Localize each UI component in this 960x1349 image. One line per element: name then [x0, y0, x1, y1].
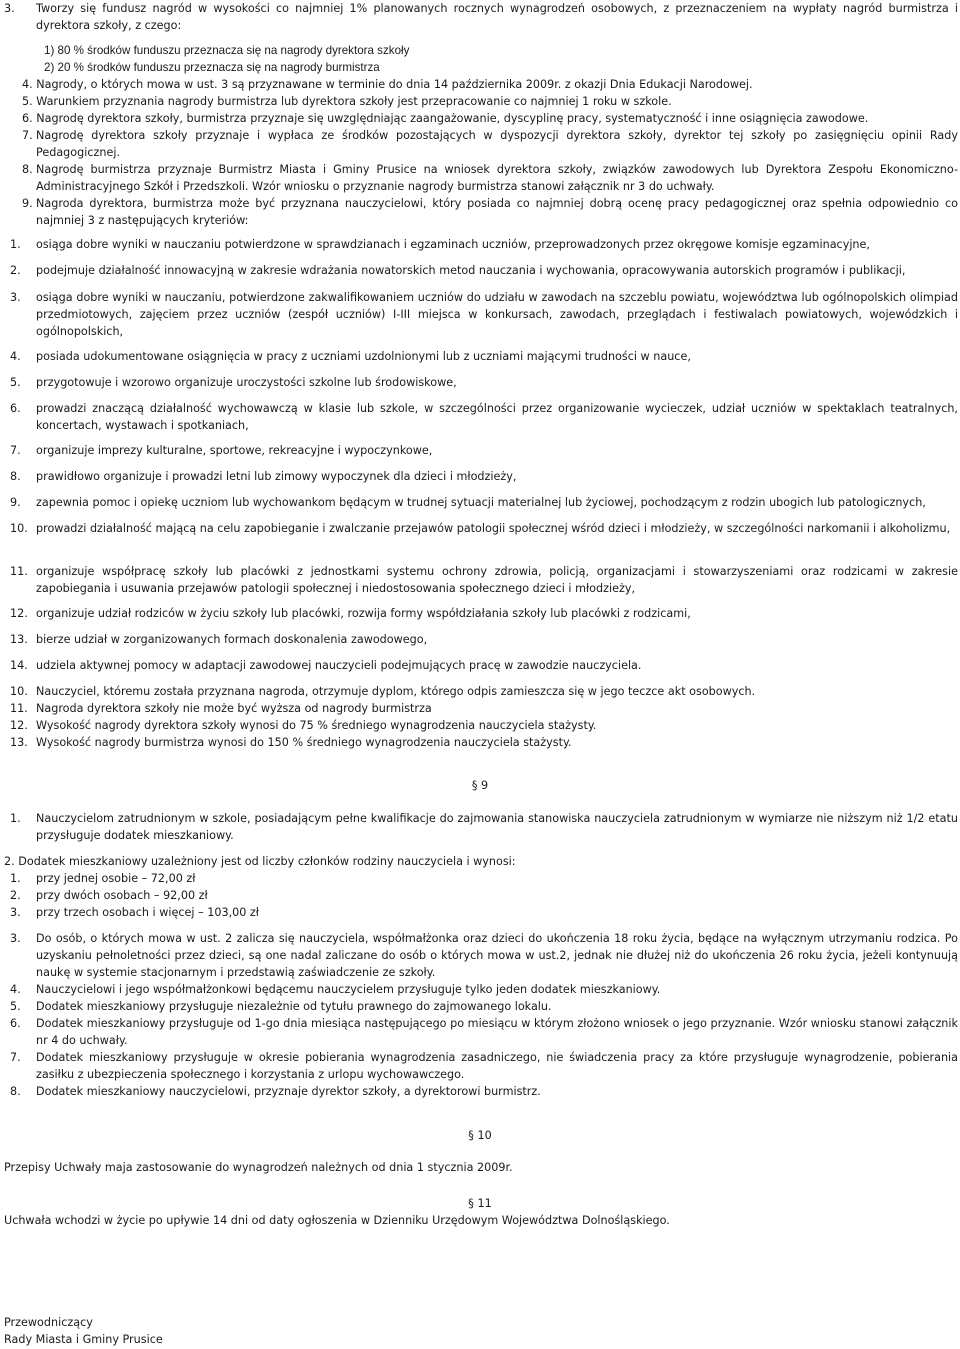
criterion-item	[10, 262, 958, 279]
point-7-number: 7.	[22, 129, 33, 142]
criterion-number: 11.	[10, 565, 28, 578]
award-rule-number: 13.	[10, 736, 28, 749]
housing-rate-number: 1.	[10, 872, 21, 885]
criterion-text: prawidłowo organizuje i prowadzi letni lub zimowy wypoczynek dla dzieci i młodzieży,	[36, 470, 517, 483]
criterion-text: udziela aktywnej pomocy w adaptacji zawodowej nauczycieli podejmujących pracę w zawodzie nauczyciela.	[36, 659, 642, 672]
housing-rate-text: przy trzech osobach i więcej – 103,00 zł	[36, 906, 259, 919]
point-4: 4. Nagrody, o których mowa w ust. 3 są przyznawane w terminie do dnia 14 października 2009r. z okazji Dnia Edukacji Narodowej.	[22, 78, 753, 91]
s9-point-1-text: Nauczycielom zatrudnionym w szkole, posiadającym pełne kwalifikacje do zajmowania stanowiska nauczyciela zatrudnionym w wymiarze nie niższym niż 1/2 etatu przysługuje dodatek mieszkaniowy.	[36, 812, 958, 842]
award-rule-text: Nauczyciel, któremu została przyznana nagroda, otrzymuje dyplom, którego odpis zamieszcza się w jego teczce akt osobowych.	[36, 685, 756, 698]
point-8-text: Nagrodę burmistrza przyznaje Burmistrz Miasta i Gminy Prusice na wniosek dyrektora szkoły, związków zawodowych lub Dyrektora Zespołu Ekonomiczno-Administracyjnego Szkół i Przedszkoli. Wzór wniosku o przyznanie nagrody burmistrza stanowi załącznik nr 3 do uchwały.	[36, 163, 958, 193]
housing-rate-number: 2.	[10, 889, 21, 902]
s9-point-6-number: 6.	[10, 1017, 21, 1030]
s9-point-8-text: Dodatek mieszkaniowy nauczycielowi, przyznaje dyrektor szkoły, a dyrektorowi burmistrz.	[36, 1085, 541, 1098]
housing-rate-number: 3.	[10, 906, 21, 919]
criterion-text: zapewnia pomoc i opiekę uczniom lub wychowankom będącym w trudnej sytuacji materialnej lub życiowej, pochodzącym z rodzin ubogich lub patologicznych,	[36, 496, 926, 509]
criterion-item	[10, 442, 958, 459]
housing-rate-text: przy dwóch osobach – 92,00 zł	[36, 889, 208, 902]
s9-point-8-number: 8.	[10, 1085, 21, 1098]
criterion-item	[10, 563, 958, 597]
s9-point-3	[10, 930, 958, 981]
criterion-number: 7.	[10, 444, 21, 457]
criterion-item	[10, 657, 958, 674]
section-11-heading: § 11	[468, 1197, 492, 1210]
section-9-heading: § 9	[471, 779, 489, 792]
criterion-text: bierze udział w zorganizowanych formach doskonalenia zawodowego,	[36, 633, 428, 646]
point-6: 6. Nagrodę dyrektora szkoły, burmistrza przyznaje się uwzględniając zaangażowanie, dyscyplinę pracy, systematyczność i inne osiągnięcia zawodowe.	[22, 112, 869, 125]
criterion-text: osiąga dobre wyniki w nauczaniu, potwierdzone zakwalifikowaniem uczniów do udziału w zawodach na szczeblu powiatu, województwa lub ogólnopolskich olimpiad przedmiotowych, zajęciem przez uczniów (zespół uczniów) I-III miejsca w konkursach, zawodach, przeglądach i festiwalach powiatowych, wojewódzkich i ogólnopolskich,	[36, 291, 958, 338]
criterion-text: organizuje udział rodziców w życiu szkoły lub placówki, rozwija formy współdziałania szkoły lub placówki z rodzicami,	[36, 607, 691, 620]
criterion-item	[10, 236, 958, 253]
s9-point-1-number: 1.	[10, 812, 21, 825]
criterion-number: 14.	[10, 659, 28, 672]
point-8	[22, 161, 958, 195]
point-9-number: 9.	[22, 197, 33, 210]
s9-point-3-number: 3.	[10, 932, 21, 945]
criterion-number: 2.	[10, 264, 21, 277]
point-8-number: 8.	[22, 163, 33, 176]
award-rule-number: 12.	[10, 719, 28, 732]
signature-council: Rady Miasta i Gminy Prusice	[4, 1333, 163, 1346]
s9-point-4-text: Nauczycielowi i jego współmałżonkowi będącemu nauczycielem przysługuje tylko jeden dodatek mieszkaniowy.	[36, 983, 661, 996]
section-11-text: Uchwała wchodzi w życie po upływie 14 dni od daty ogłoszenia w Dzienniku Urzędowym Województwa Dolnośląskiego.	[4, 1214, 670, 1227]
criterion-text: osiąga dobre wyniki w nauczaniu potwierdzone w sprawdzianach i egzaminach uczniów, przeprowadzonych przez okręgowe komisje egzaminacyjne,	[36, 238, 870, 251]
point-9	[22, 195, 958, 229]
point-3	[4, 0, 958, 34]
s9-point-7-number: 7.	[10, 1051, 21, 1064]
s9-point-7	[10, 1049, 958, 1083]
s9-point-5	[10, 998, 958, 1015]
criterion-number: 8.	[10, 470, 21, 483]
award-rule-text: Wysokość nagrody dyrektora szkoły wynosi do 75 % średniego wynagrodzenia nauczyciela stażysty.	[36, 719, 597, 732]
award-rule-item	[10, 683, 958, 700]
criterion-text: prowadzi działalność mającą na celu zapobieganie i zwalczanie przejawów patologii społecznej wśród dzieci i młodzieży, w szczególności narkomanii i alkoholizmu,	[36, 522, 951, 535]
fund-split-burmistrz: 2) 20 % środków funduszu przeznacza się na nagrody burmistrza	[44, 61, 380, 74]
point-7-text: Nagrodę dyrektora szkoły przyznaje i wypłaca ze środków pozostających w dyspozycji dyrektora szkoły, dyrektor tej szkoły po zasięgnięciu opinii Rady Pedagogicznej.	[36, 129, 958, 159]
point-3-number: 3.	[4, 2, 15, 15]
criterion-item	[10, 520, 958, 537]
criterion-number: 12.	[10, 607, 28, 620]
housing-rate-item	[10, 870, 510, 887]
criterion-text: podejmuje działalność innowacyjną w zakresie wdrażania nowatorskich metod nauczania i wychowania, opracowywania autorskich programów i publikacji,	[36, 264, 906, 277]
signature-title: Przewodniczący	[4, 1316, 93, 1329]
criterion-number: 1.	[10, 238, 21, 251]
criterion-text: przygotowuje i wzorowo organizuje uroczystości szkolne lub środowiskowe,	[36, 376, 457, 389]
award-rule-number: 11.	[10, 702, 28, 715]
point-9-text: Nagroda dyrektora, burmistrza może być przyznana nauczycielowi, który posiada co najmniej dobrą ocenę pracy pedagogicznej oraz spełnia odpowiednio co najmniej 3 z następujących kryteriów:	[36, 197, 958, 227]
section-10-text: Przepisy Uchwały maja zastosowanie do wynagrodzeń należnych od dnia 1 stycznia 2009r.	[4, 1161, 513, 1174]
housing-rate-item	[10, 887, 510, 904]
s9-point-4-number: 4.	[10, 983, 21, 996]
criterion-item	[10, 631, 958, 648]
award-rule-text: Wysokość nagrody burmistrza wynosi do 150 % średniego wynagrodzenia nauczyciela stażysty.	[36, 736, 572, 749]
point-7	[22, 127, 958, 161]
s9-point-6	[10, 1015, 958, 1049]
criterion-text: prowadzi znaczącą działalność wychowawczą w klasie lub szkole, w szczególności przez organizowanie wycieczek, udział uczniów w spektaklach teatralnych, koncertach, wystawach i spotkaniach,	[36, 402, 958, 432]
criterion-number: 9.	[10, 496, 21, 509]
s9-point-5-number: 5.	[10, 1000, 21, 1013]
criterion-number: 13.	[10, 633, 28, 646]
criterion-text: organizuje imprezy kulturalne, sportowe, rekreacyjne i wypoczynkowe,	[36, 444, 433, 457]
criterion-number: 3.	[10, 291, 21, 304]
criterion-text: posiada udokumentowane osiągnięcia w pracy z uczniami uzdolnionymi lub z uczniami mającymi trudności w nauce,	[36, 350, 691, 363]
point-5: 5. Warunkiem przyznania nagrody burmistrza lub dyrektora szkoły jest przepracowanie co najmniej 1 roku w szkole.	[22, 95, 672, 108]
criterion-item	[10, 289, 958, 340]
criterion-item	[10, 605, 958, 622]
s9-point-1	[10, 810, 958, 844]
criterion-number: 6.	[10, 402, 21, 415]
s9-point-3-text: Do osób, o których mowa w ust. 2 zalicza się nauczyciela, współmałżonka oraz dzieci do ukończenia 18 roku życia, będące na wyłącznym utrzymaniu rodzica. Po uzyskaniu pełnoletności przez dzieci, są one nadal zaliczane do osób o których mowa w ust.2, jednak nie dłużej niż do ukończenia 26 roku życia, jeżeli kontynuują naukę w systemie stacjonarnym i przedstawią zaświadczenie ze szkoły.	[36, 932, 958, 979]
criterion-item	[10, 348, 958, 365]
s9-point-8	[10, 1083, 958, 1100]
criterion-number: 4.	[10, 350, 21, 363]
award-rule-item	[10, 700, 958, 717]
criterion-item	[10, 374, 958, 391]
award-rule-number: 10.	[10, 685, 28, 698]
section-10-heading: § 10	[468, 1129, 492, 1142]
criterion-item	[10, 468, 958, 485]
award-rule-item	[10, 734, 958, 751]
fund-split-dyrektor: 1) 80 % środków funduszu przeznacza się na nagrody dyrektora szkoły	[44, 44, 410, 57]
s9-point-6-text: Dodatek mieszkaniowy przysługuje od 1-go dnia miesiąca następującego po miesiącu w którym złożono wniosek o jego przyznanie. Wzór wniosku stanowi załącznik nr 4 do uchwały.	[36, 1017, 958, 1047]
award-rule-item	[10, 717, 958, 734]
criterion-text: organizuje współpracę szkoły lub placówki z jednostkami systemu ochrony zdrowia, policją, organizacjami i stowarzyszeniami oraz rodzicami w zakresie zapobiegania i usuwania przejawów patologii społecznej i niedostosowania społecznego dzieci i młodzieży,	[36, 565, 958, 595]
s9-point-5-text: Dodatek mieszkaniowy przysługuje niezależnie od tytułu prawnego do zajmowanego lokalu.	[36, 1000, 552, 1013]
housing-rate-text: przy jednej osobie – 72,00 zł	[36, 872, 196, 885]
s9-point-4	[10, 981, 958, 998]
criterion-item	[10, 494, 958, 511]
s9-point-7-text: Dodatek mieszkaniowy przysługuje w okresie pobierania wynagrodzenia zasadniczego, nie świadczenia pracy za które przysługuje wynagrodzenie, pobierania zasiłku z ubezpieczenia społecznego i korzystania z urlopu wychowawczego.	[36, 1051, 958, 1081]
award-rule-text: Nagroda dyrektora szkoły nie może być wyższa od nagrody burmistrza	[36, 702, 432, 715]
criterion-number: 5.	[10, 376, 21, 389]
criterion-number: 10.	[10, 522, 28, 535]
housing-rate-item	[10, 904, 510, 921]
criterion-item	[10, 400, 958, 434]
point-3-text: Tworzy się fundusz nagród w wysokości co najmniej 1% planowanych rocznych wynagrodzeń osobowych, z przeznaczeniem na wypłaty nagród burmistrza i dyrektora szkoły, z czego:	[36, 2, 958, 32]
s9-point-2: 2. Dodatek mieszkaniowy uzależniony jest od liczby członków rodziny nauczyciela i wynosi:	[4, 855, 516, 868]
